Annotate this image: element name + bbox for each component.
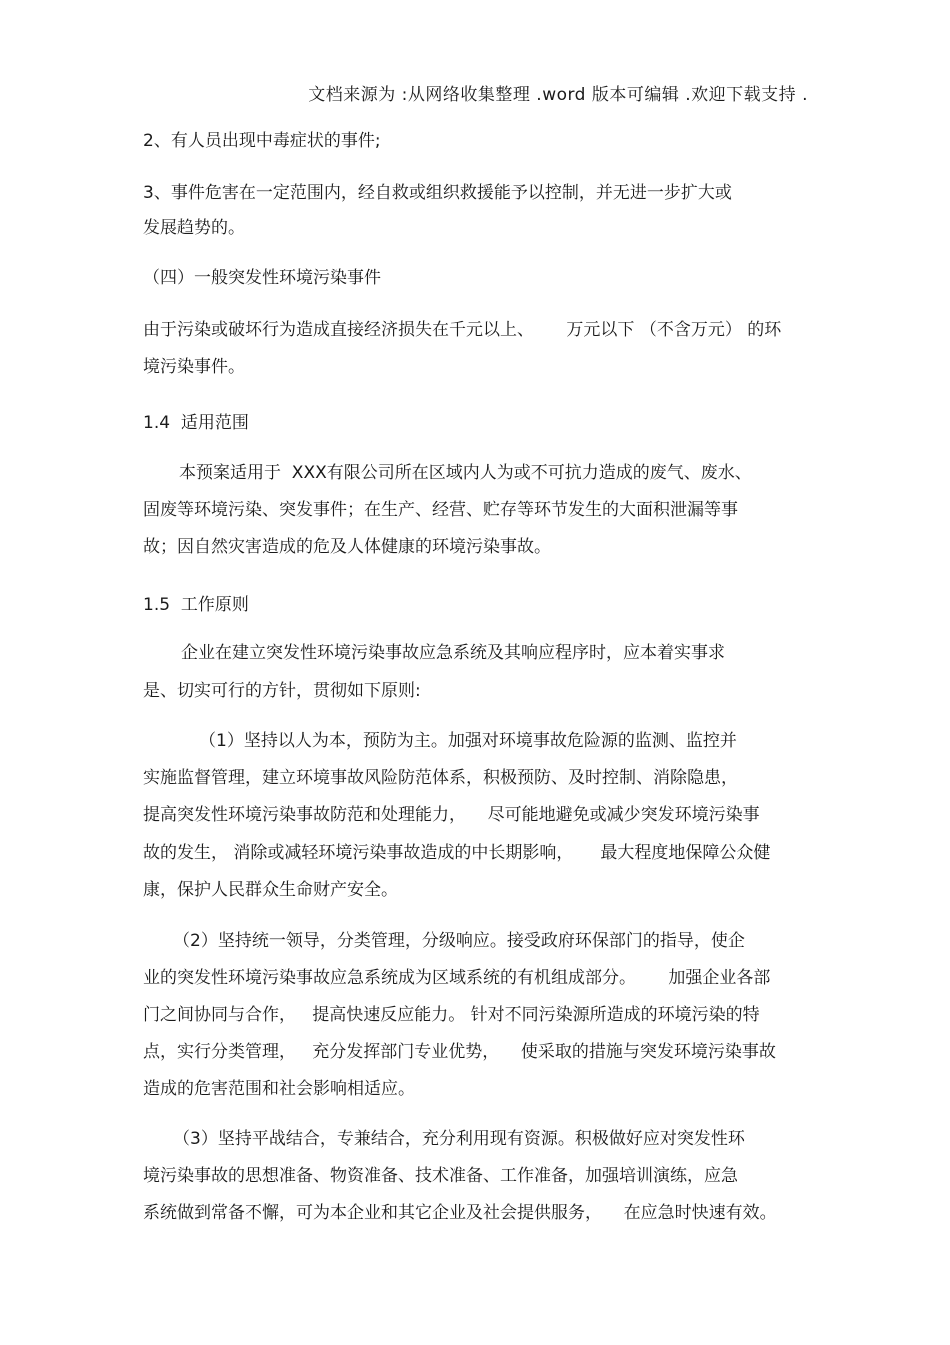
- text-line: 境污染事件。: [143, 357, 245, 377]
- text-line: 系统做到常备不懈，可为本企业和其它企业及社会提供服务， 在应急时快速有效。: [143, 1203, 777, 1223]
- text-line: 1.4 适用范围: [143, 413, 249, 433]
- text-line: 企业在建立突发性环境污染事故应急系统及其响应程序时，应本着实事求: [181, 643, 725, 663]
- text-line: 本预案适用于 XXX有限公司所在区域内人为或不可抗力造成的废气、废水、: [179, 463, 752, 483]
- text-line: 固废等环境污染、突发事件；在生产、经营、贮存等环节发生的大面积泄漏等事: [143, 500, 738, 520]
- text-line: 造成的危害范围和社会影响相适应。: [143, 1079, 415, 1099]
- text-line: （2）坚持统一领导，分类管理，分级响应。接受政府环保部门的指导，使企: [173, 931, 745, 951]
- text-line: 2、有人员出现中毒症状的事件;: [143, 131, 381, 151]
- text-line: 门之间协同与合作， 提高快速反应能力。 针对不同污染源所造成的环境污染的特: [143, 1005, 760, 1025]
- text-line: 3、事件危害在一定范围内，经自救或组织救援能予以控制，并无进一步扩大或: [143, 183, 732, 203]
- text-line: 由于污染或破坏行为造成直接经济损失在千元以上、 万元以下 （不含万元） 的环: [143, 320, 782, 340]
- text-line: 是、切实可行的方针，贯彻如下原则:: [143, 681, 421, 701]
- text-line: （四）一般突发性环境污染事件: [143, 268, 381, 288]
- text-line: （3）坚持平战结合，专兼结合，充分利用现有资源。积极做好应对突发性环: [173, 1129, 745, 1149]
- page-header: 文档来源为 :从网络收集整理 .word 版本可编辑 .欢迎下载支持 .: [308, 85, 808, 105]
- text-line: （1）坚持以人为本，预防为主。加强对环境事故危险源的监测、监控并: [199, 731, 737, 751]
- text-line: 故的发生， 消除或减轻环境污染事故造成的中长期影响， 最大程度地保障公众健: [143, 843, 771, 863]
- text-line: 发展趋势的。: [143, 218, 245, 238]
- text-line: 业的突发性环境污染事故应急系统成为区域系统的有机组成部分。 加强企业各部: [143, 968, 771, 988]
- text-line: 故；因自然灾害造成的危及人体健康的环境污染事故。: [143, 537, 551, 557]
- text-line: 境污染事故的思想准备、物资准备、技术准备、工作准备，加强培训演练，应急: [143, 1166, 738, 1186]
- text-line: 1.5 工作原则: [143, 595, 249, 615]
- text-line: 点，实行分类管理， 充分发挥部门专业优势， 使采取的措施与突发环境污染事故: [143, 1042, 776, 1062]
- text-line: 康，保护人民群众生命财产安全。: [143, 880, 398, 900]
- text-line: 实施监督管理，建立环境事故风险防范体系，积极预防、及时控制、消除隐患，: [143, 768, 738, 788]
- text-line: 提高突发性环境污染事故防范和处理能力， 尽可能地避免或减少突发环境污染事: [143, 805, 760, 825]
